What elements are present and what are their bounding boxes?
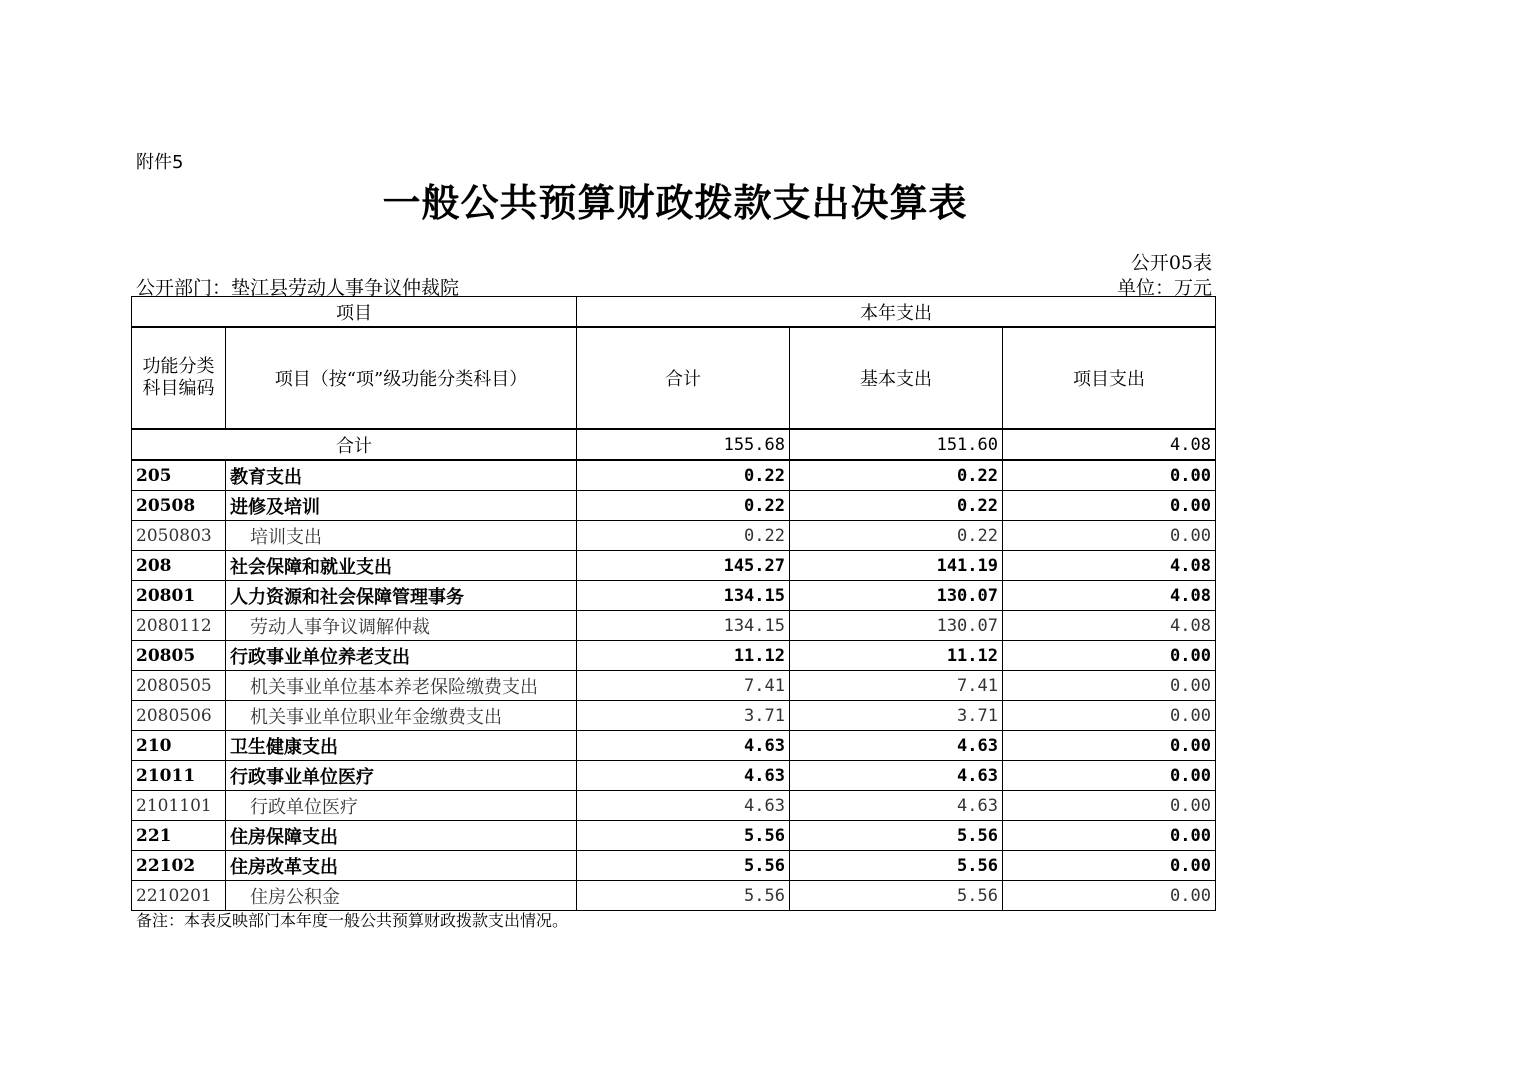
- row-name: 人力资源和社会保障管理事务: [226, 581, 577, 611]
- row-name: 行政事业单位医疗: [226, 761, 577, 791]
- row-name: 机关事业单位基本养老保险缴费支出: [226, 671, 577, 701]
- row-item: 0.00: [1003, 761, 1216, 791]
- row-total: 4.63: [577, 761, 790, 791]
- row-total: 134.15: [577, 581, 790, 611]
- row-item: 0.00: [1003, 851, 1216, 881]
- row-name: 机关事业单位职业年金缴费支出: [226, 701, 577, 731]
- row-name: 住房改革支出: [226, 851, 577, 881]
- header-project: 项目: [132, 297, 577, 328]
- row-total: 134.15: [577, 611, 790, 641]
- footnote: 备注：本表反映部门本年度一般公共预算财政拨款支出情况。: [136, 911, 569, 930]
- row-name: 进修及培训: [226, 491, 577, 521]
- row-code: 2080112: [132, 611, 226, 641]
- table-row: [132, 551, 1216, 581]
- row-code: 221: [132, 821, 226, 851]
- table-row: [132, 701, 1216, 731]
- row-name: 行政事业单位养老支出: [226, 641, 577, 671]
- total-basic: 151.60: [790, 429, 1003, 460]
- row-name: 培训支出: [226, 521, 577, 551]
- row-total: 0.22: [577, 491, 790, 521]
- row-basic: 5.56: [790, 821, 1003, 851]
- row-name: 卫生健康支出: [226, 731, 577, 761]
- row-basic: 130.07: [790, 611, 1003, 641]
- row-basic: 5.56: [790, 881, 1003, 911]
- row-total: 145.27: [577, 551, 790, 581]
- row-item: 0.00: [1003, 791, 1216, 821]
- row-basic: 130.07: [790, 581, 1003, 611]
- row-code: 20805: [132, 641, 226, 671]
- header-basic: 基本支出: [790, 327, 1003, 429]
- row-item: 0.00: [1003, 731, 1216, 761]
- row-total: 0.22: [577, 460, 790, 491]
- row-total: 0.22: [577, 521, 790, 551]
- row-code: 2050803: [132, 521, 226, 551]
- row-item: 0.00: [1003, 881, 1216, 911]
- row-name: 劳动人事争议调解仲裁: [226, 611, 577, 641]
- header-row-2: [132, 327, 1216, 429]
- table-row: [132, 581, 1216, 611]
- row-item: 0.00: [1003, 821, 1216, 851]
- row-name: 教育支出: [226, 460, 577, 491]
- row-item: 4.08: [1003, 551, 1216, 581]
- total-item: 4.08: [1003, 429, 1216, 460]
- row-name: 社会保障和就业支出: [226, 551, 577, 581]
- row-name: 行政单位医疗: [226, 791, 577, 821]
- row-total: 3.71: [577, 701, 790, 731]
- header-name: 项目（按“项”级功能分类科目）: [226, 327, 577, 429]
- row-name: 住房公积金: [226, 881, 577, 911]
- row-total: 5.56: [577, 821, 790, 851]
- total-label: 合计: [132, 429, 577, 460]
- table-row: [132, 791, 1216, 821]
- header-code: 功能分类科目编码: [132, 327, 226, 429]
- row-total: 11.12: [577, 641, 790, 671]
- row-item: 0.00: [1003, 701, 1216, 731]
- row-basic: 141.19: [790, 551, 1003, 581]
- table-row: [132, 881, 1216, 911]
- row-name: 住房保障支出: [226, 821, 577, 851]
- row-total: 4.63: [577, 731, 790, 761]
- row-basic: 0.22: [790, 491, 1003, 521]
- row-code: 2080506: [132, 701, 226, 731]
- row-basic: 4.63: [790, 791, 1003, 821]
- total-total: 155.68: [577, 429, 790, 460]
- table-row: [132, 761, 1216, 791]
- header-current-year: 本年支出: [577, 297, 1216, 328]
- row-item: 4.08: [1003, 581, 1216, 611]
- row-code: 2210201: [132, 881, 226, 911]
- table-row: [132, 611, 1216, 641]
- row-code: 20801: [132, 581, 226, 611]
- document-title: 一般公共预算财政拨款支出决算表: [382, 181, 968, 225]
- row-code: 2080505: [132, 671, 226, 701]
- row-item: 0.00: [1003, 521, 1216, 551]
- row-basic: 4.63: [790, 761, 1003, 791]
- row-total: 7.41: [577, 671, 790, 701]
- row-basic: 7.41: [790, 671, 1003, 701]
- row-basic: 3.71: [790, 701, 1003, 731]
- unit-label: 单位：万元: [1116, 277, 1212, 299]
- row-item: 0.00: [1003, 641, 1216, 671]
- header-total: 合计: [577, 327, 790, 429]
- row-code: 205: [132, 460, 226, 491]
- row-code: 210: [132, 731, 226, 761]
- table-row: [132, 641, 1216, 671]
- attachment-label: 附件5: [136, 152, 184, 173]
- table-row: [132, 491, 1216, 521]
- row-basic: 0.22: [790, 521, 1003, 551]
- row-item: 0.00: [1003, 460, 1216, 491]
- row-total: 5.56: [577, 851, 790, 881]
- row-total: 4.63: [577, 791, 790, 821]
- table-row: [132, 460, 1216, 491]
- table-row: [132, 821, 1216, 851]
- department-label: 公开部门：垫江县劳动人事争议仲裁院: [136, 277, 460, 299]
- row-code: 2101101: [132, 791, 226, 821]
- row-code: 20508: [132, 491, 226, 521]
- row-basic: 4.63: [790, 731, 1003, 761]
- table-row: [132, 731, 1216, 761]
- row-total: 5.56: [577, 881, 790, 911]
- row-basic: 5.56: [790, 851, 1003, 881]
- table-number: 公开05表: [1130, 252, 1212, 274]
- row-basic: 11.12: [790, 641, 1003, 671]
- header-row-1: [132, 297, 1216, 328]
- row-item: 4.08: [1003, 611, 1216, 641]
- total-row: [132, 429, 1216, 460]
- row-basic: 0.22: [790, 460, 1003, 491]
- table-row: [132, 671, 1216, 701]
- table-row: [132, 851, 1216, 881]
- row-code: 22102: [132, 851, 226, 881]
- header-item: 项目支出: [1003, 327, 1216, 429]
- row-item: 0.00: [1003, 671, 1216, 701]
- row-code: 208: [132, 551, 226, 581]
- row-item: 0.00: [1003, 491, 1216, 521]
- expenditure-table: [131, 296, 1216, 911]
- table-row: [132, 521, 1216, 551]
- row-code: 21011: [132, 761, 226, 791]
